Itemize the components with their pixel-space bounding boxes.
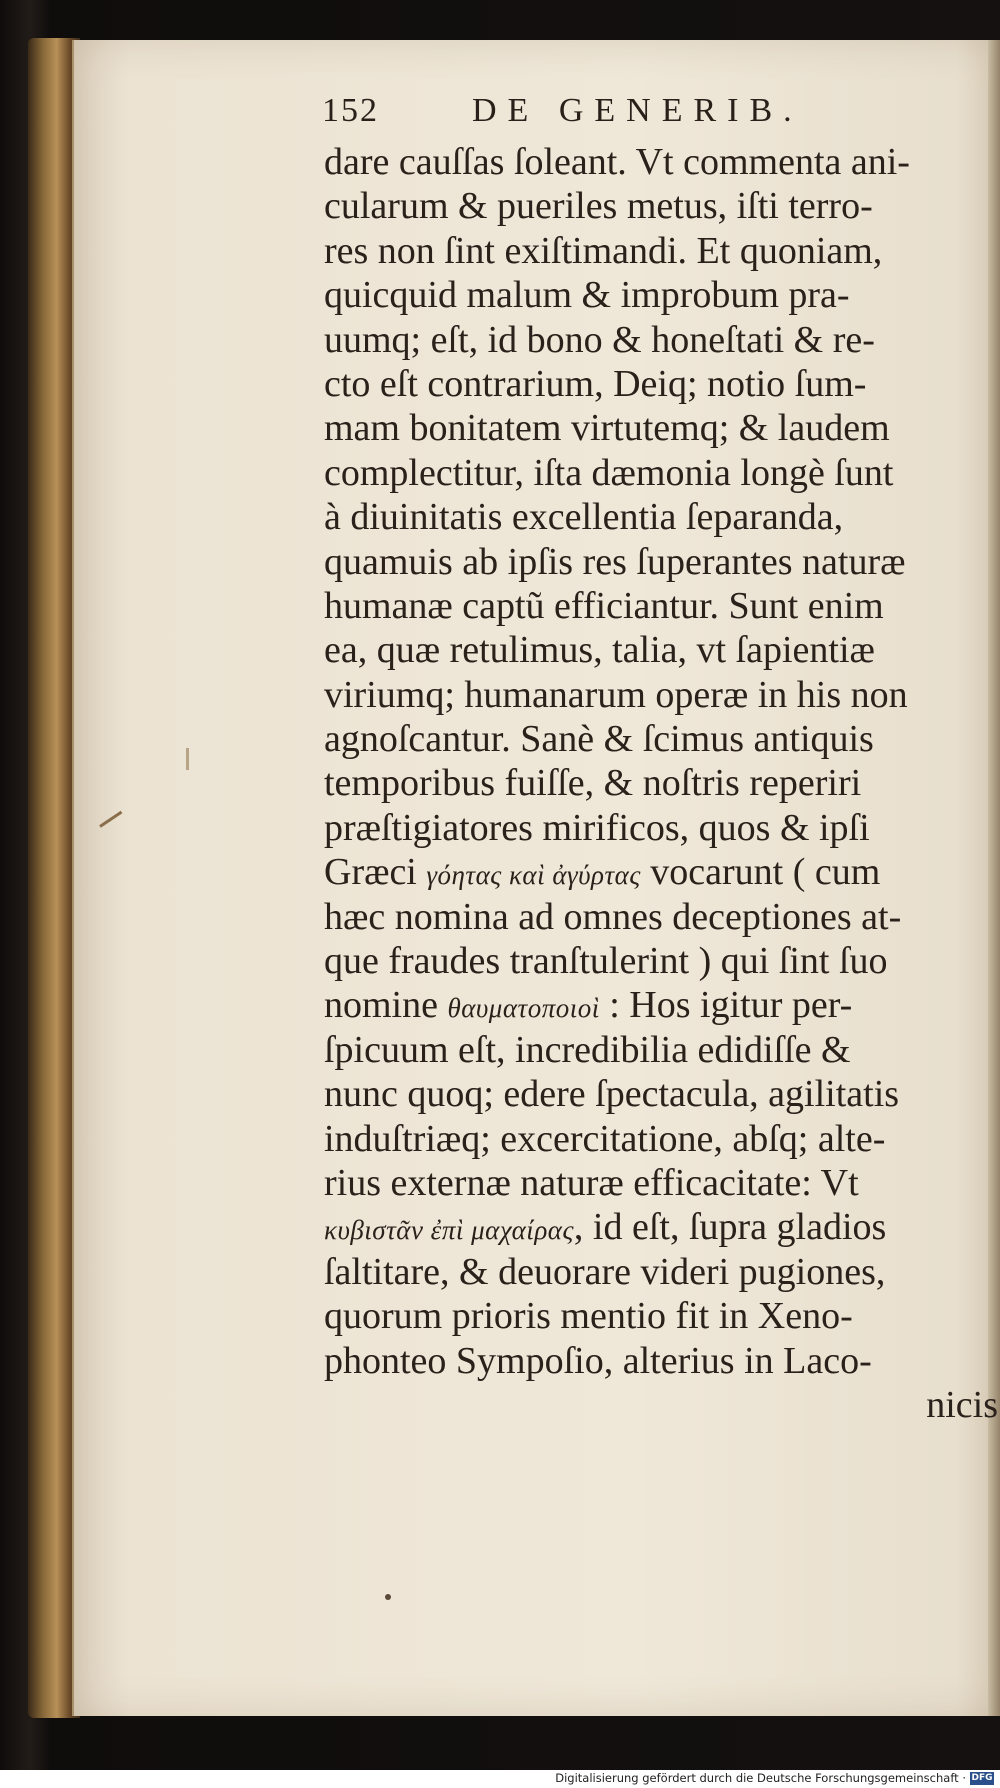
- text-line: [324, 273, 1000, 317]
- text-line: [324, 717, 1000, 761]
- text-line: [324, 1339, 1000, 1383]
- text-line: [324, 1161, 1000, 1205]
- text-segment: , id eſt, ſupra gladios: [573, 1206, 887, 1249]
- text-segment: cto eſt contrarium, Deiq; notio ſum-: [324, 362, 867, 405]
- greek-phrase: θαυματοποιοὶ: [447, 993, 600, 1024]
- text-segment: à diuinitatis excellentia ſeparanda,: [324, 496, 844, 539]
- text-segment: ſaltitare, & deuorare videri pugiones,: [324, 1250, 886, 1293]
- text-line: [324, 761, 1000, 805]
- text-line: [324, 1028, 1000, 1072]
- text-segment: viriumq; humanarum operæ in his non: [324, 673, 908, 716]
- text-segment: vocarunt ( cum: [640, 851, 881, 894]
- dfg-logo-icon: DFG: [971, 1773, 993, 1783]
- page-number: 152: [322, 92, 379, 129]
- text-segment: humanæ captũ efficiantur. Sunt enim: [324, 584, 884, 627]
- margin-tick-mark: [186, 748, 189, 770]
- text-line: [324, 495, 1000, 539]
- text-line: [324, 229, 1000, 273]
- running-title: DE GENERIB.: [472, 92, 803, 129]
- text-segment: quamuis ab ipſis res ſuperantes naturæ: [324, 540, 906, 583]
- text-segment: rius externæ naturæ efficacitate: Vt: [324, 1161, 859, 1204]
- greek-phrase: γόητας καὶ ἀγύρτας: [426, 860, 641, 891]
- text-segment: nomine: [324, 984, 448, 1027]
- text-segment: quicquid malum & improbum pra-: [324, 274, 850, 317]
- text-segment: : Hos igitur per-: [599, 984, 853, 1027]
- greek-phrase: κυβιστᾶν ἐπὶ μαχαίρας: [324, 1215, 574, 1246]
- text-line: [324, 362, 1000, 406]
- text-segment: complectitur, iſta dæmonia longè ſunt: [324, 451, 894, 494]
- text-line: [324, 806, 1000, 850]
- text-segment: temporibus fuiſſe, & noſtris reperiri: [324, 762, 862, 805]
- text-line: [324, 451, 1000, 495]
- text-segment: præſtigiatores mirificos, quos & ipſi: [324, 806, 870, 849]
- text-line: [324, 1117, 1000, 1161]
- text-line: [324, 584, 1000, 628]
- text-segment: phonteo Sympoſio, alterius in Laco-: [324, 1339, 872, 1382]
- text-line: [324, 1072, 1000, 1116]
- digitization-credit: Digitalisierung gefördert durch die Deutsche Forschungsgemeinschaft ·: [555, 1771, 966, 1785]
- text-segment: nunc quoq; edere ſpectacula, agilitatis: [324, 1073, 900, 1116]
- body-text: [324, 140, 1000, 1427]
- text-segment: ea, quæ retulimus, talia, vt ſapientiæ: [324, 629, 875, 672]
- text-segment: hæc nomina ad omnes deceptiones at-: [324, 895, 902, 938]
- running-head: [322, 92, 803, 134]
- text-segment: mam bonitatem virtutemq; & laudem: [324, 407, 890, 450]
- text-line: [324, 850, 1000, 894]
- text-line: [324, 628, 1000, 672]
- text-segment: agnoſcantur. Sanè & ſcimus antiquis: [324, 718, 874, 761]
- text-line: [324, 1294, 1000, 1338]
- text-line: [324, 895, 1000, 939]
- text-segment: que fraudes tranſtulerint ) qui ſint ſuo: [324, 940, 888, 983]
- catchword: nicis: [926, 1383, 998, 1426]
- text-line: [324, 1205, 1000, 1249]
- text-line: [324, 318, 1000, 362]
- text-line: [324, 983, 1000, 1027]
- text-segment: ſpicuum eſt, incredibilia edidiſſe &: [324, 1028, 851, 1071]
- text-segment: quorum prioris mentio fit in Xeno-: [324, 1295, 853, 1338]
- text-line: [324, 140, 1000, 184]
- text-line: [324, 939, 1000, 983]
- text-segment: cularum & pueriles metus, iſti terro-: [324, 185, 873, 228]
- text-segment: dare cauſſas ſoleant. Vt commenta ani-: [324, 141, 910, 183]
- text-segment: induſtriæq; excercitatione, abſq; alte-: [324, 1117, 886, 1160]
- text-line: [324, 540, 1000, 584]
- ink-dot: [385, 1594, 391, 1600]
- text-line: [324, 184, 1000, 228]
- text-line: [324, 406, 1000, 450]
- text-line: [324, 1250, 1000, 1294]
- text-segment: res non ſint exiſtimandi. Et quoniam,: [324, 229, 883, 272]
- text-segment: uumq; eſt, id bono & honeſtati & re-: [324, 318, 875, 361]
- text-line: [324, 673, 1000, 717]
- text-segment: Græci: [324, 851, 427, 894]
